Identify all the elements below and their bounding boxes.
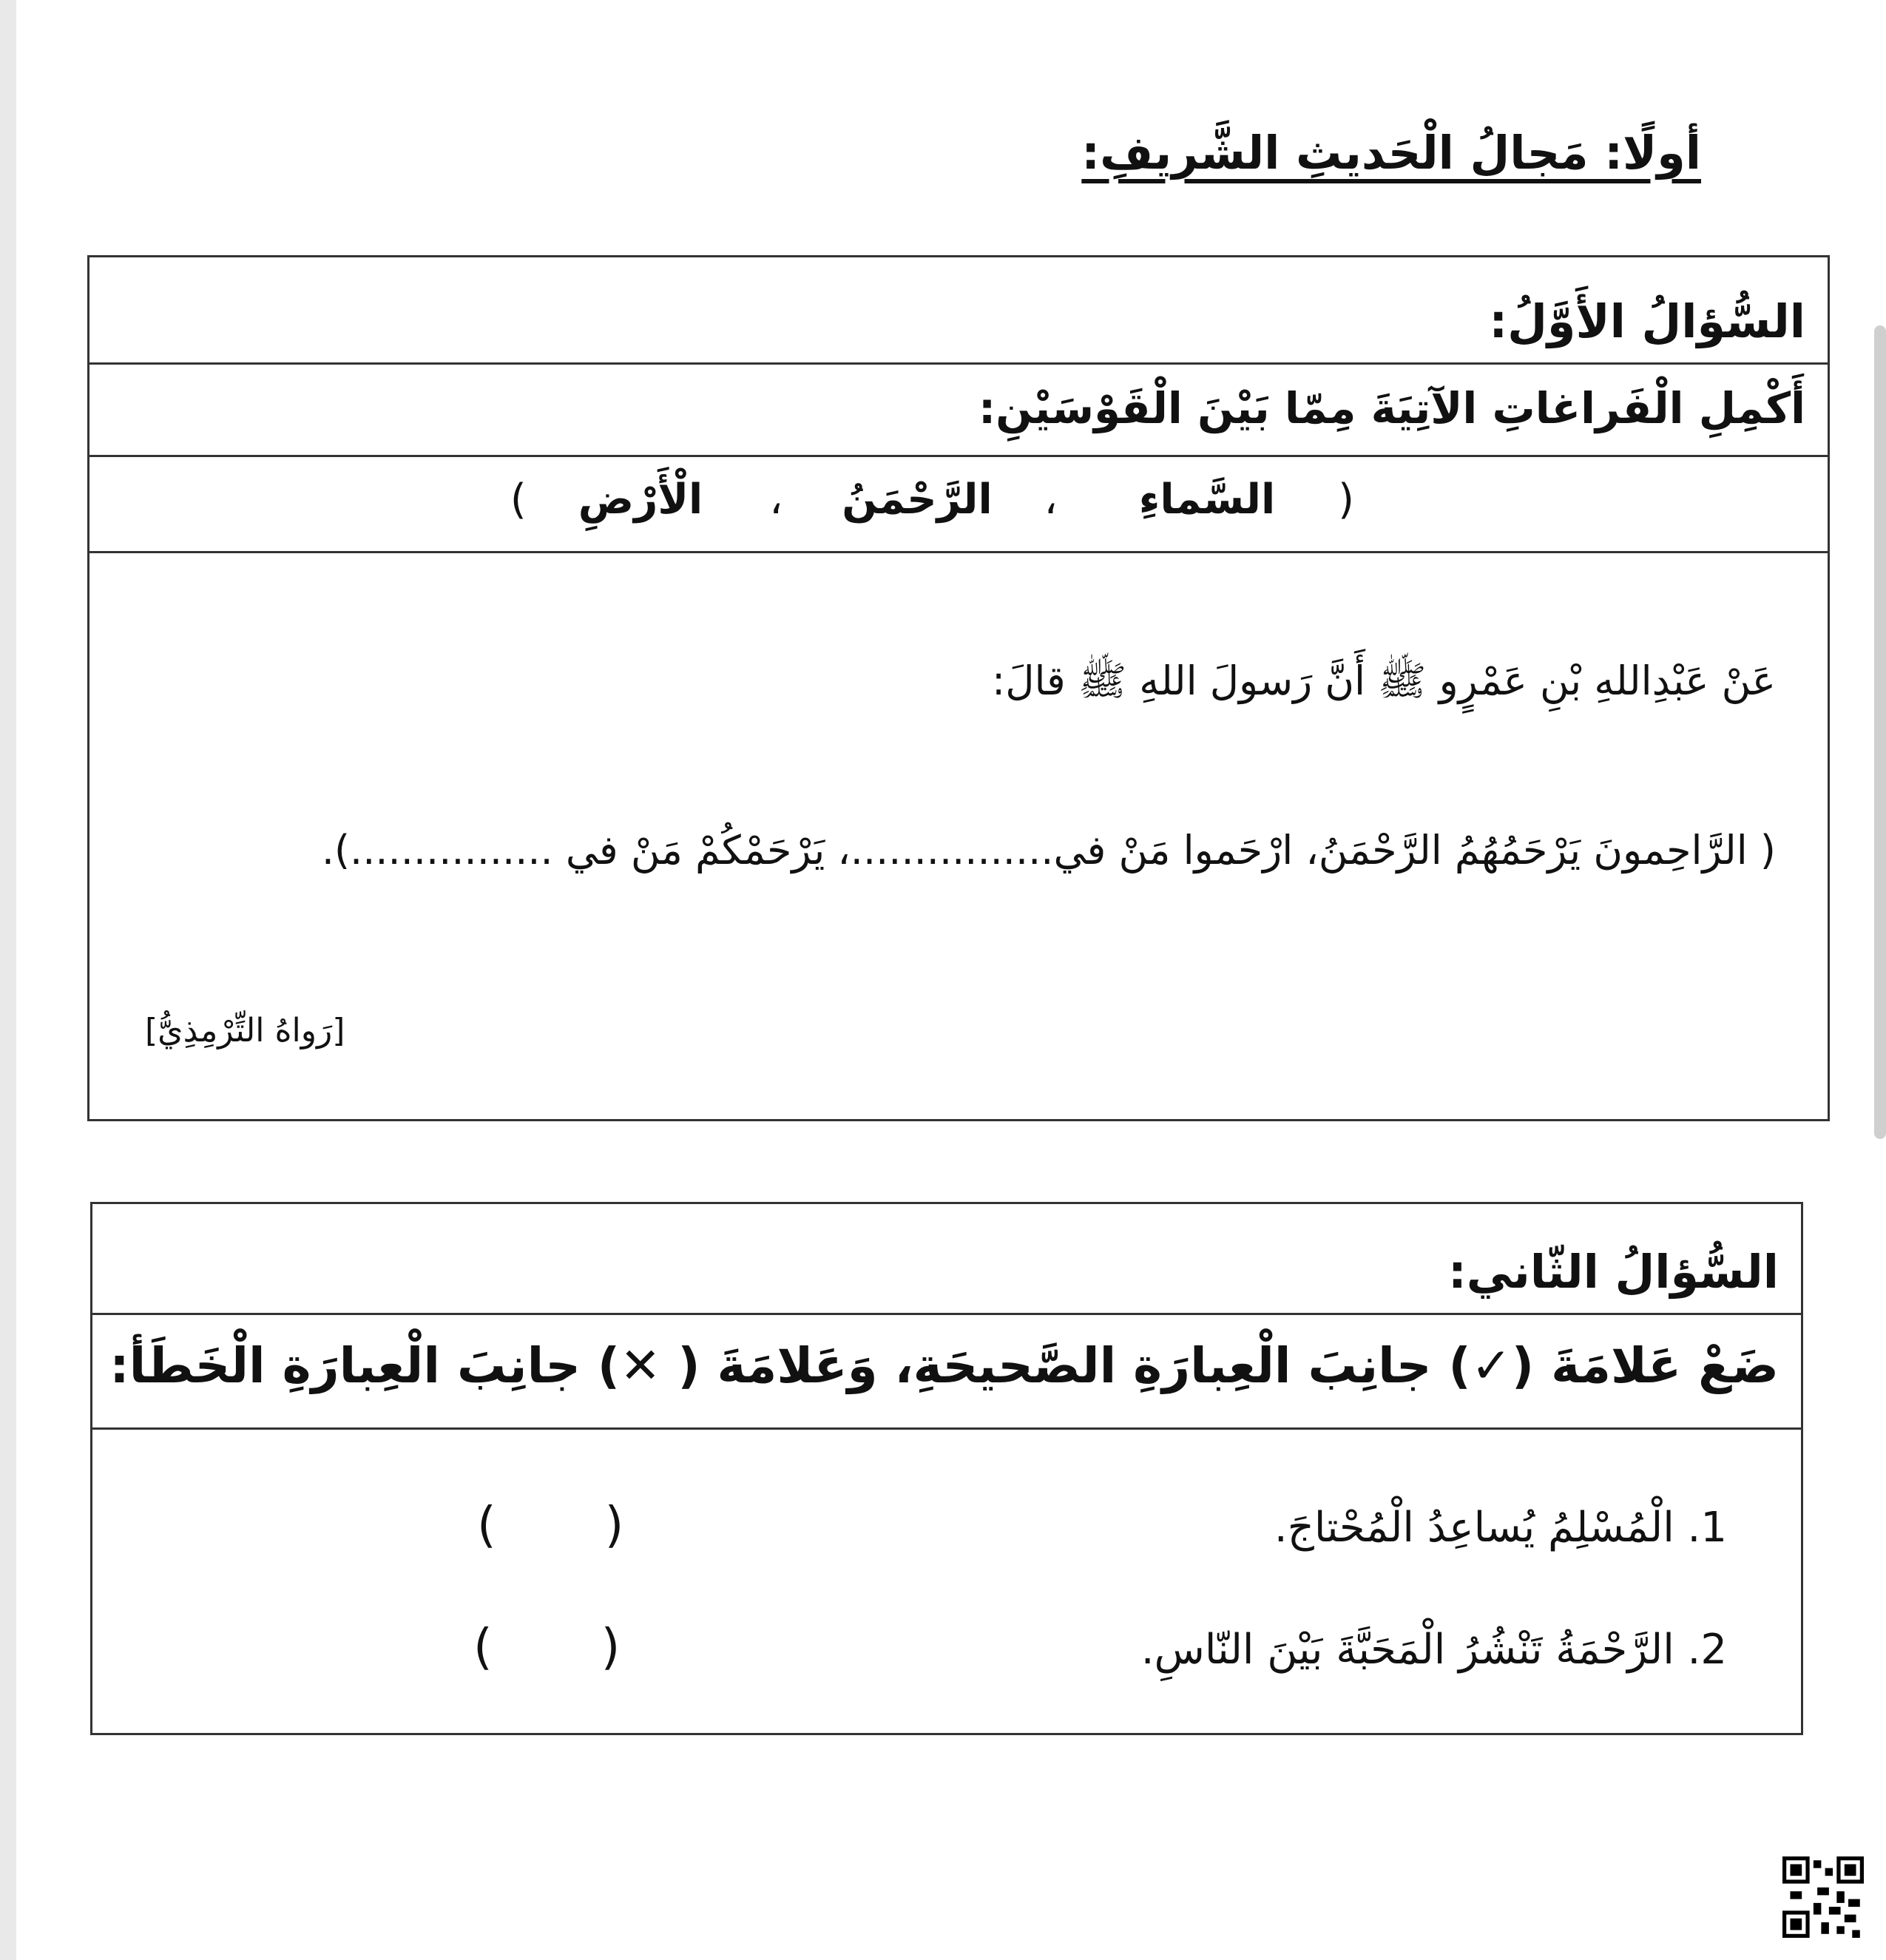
statement-2: 2. الرَّحْمَةُ تَنْشُرُ الْمَحَبَّةَ بَيْنَ النّاسِ. xyxy=(1140,1626,1727,1674)
question-2-instruction-row xyxy=(92,1315,1801,1430)
choice-sky: السَّماءِ xyxy=(1138,476,1276,524)
word-bank xyxy=(89,457,1828,524)
choice-earth: الْأَرْضِ xyxy=(578,476,703,524)
choice-separator: ، xyxy=(769,476,783,524)
question-2-box xyxy=(90,1202,1803,1735)
question-1-heading-row xyxy=(89,257,1828,365)
word-bank-open-paren: ( xyxy=(1338,476,1354,524)
scrollbar[interactable] xyxy=(1874,325,1886,1139)
statement-1: 1. الْمُسْلِمُ يُساعِدُ الْمُحْتاجَ. xyxy=(1274,1504,1727,1552)
question-2-instruction: ضَعْ عَلامَةَ (✓) جانِبَ الْعِبارَةِ الصَّحيحَةِ، وَعَلامَةَ ( ✕) جانِبَ الْعِبارَةِ الْخَطَأ: xyxy=(109,1337,1779,1394)
question-2-heading-row xyxy=(92,1204,1801,1315)
question-2-heading: السُّؤالُ الثّاني: xyxy=(1447,1245,1779,1299)
section-title: أولًا: مَجالُ الْحَديثِ الشَّريفِ: xyxy=(1081,126,1701,180)
choice-rahman: الرَّحْمَنُ xyxy=(842,476,993,524)
statements-row xyxy=(92,1430,1801,1728)
question-1-box xyxy=(87,255,1830,1121)
choice-separator: ، xyxy=(1044,476,1058,524)
question-1-instruction: أَكْمِلِ الْفَراغاتِ الآتِيَةَ مِمّا بَيْنَ الْقَوْسَيْنِ: xyxy=(978,383,1805,433)
answer-slot-2[interactable]: ( ) xyxy=(473,1618,621,1675)
word-bank-row xyxy=(89,457,1828,553)
hadith-intro: عَنْ عَبْدِاللهِ بْنِ عَمْرٍو ﷺ أَنَّ رَسولَ اللهِ ﷺ قالَ: xyxy=(992,658,1776,704)
hadith-row xyxy=(89,553,1828,1119)
question-1-heading: السُّؤالُ الأَوَّلُ: xyxy=(1489,294,1805,348)
hadith-narrator: [رَواهُ التِّرْمِذِيُّ] xyxy=(145,1012,345,1050)
word-bank-close-paren: ) xyxy=(510,476,527,524)
hadith-fill-blank: ( الرَّاحِمونَ يَرْحَمُهُمُ الرَّحْمَنُ، ارْحَموا مَنْ في................، يَرْحَمْكُمْ مَنْ في ................). xyxy=(321,827,1776,873)
qr-code-icon xyxy=(1782,1856,1864,1938)
question-1-instruction-row xyxy=(89,365,1828,457)
page-edge xyxy=(0,0,16,1960)
answer-slot-1[interactable]: ( ) xyxy=(477,1496,624,1553)
